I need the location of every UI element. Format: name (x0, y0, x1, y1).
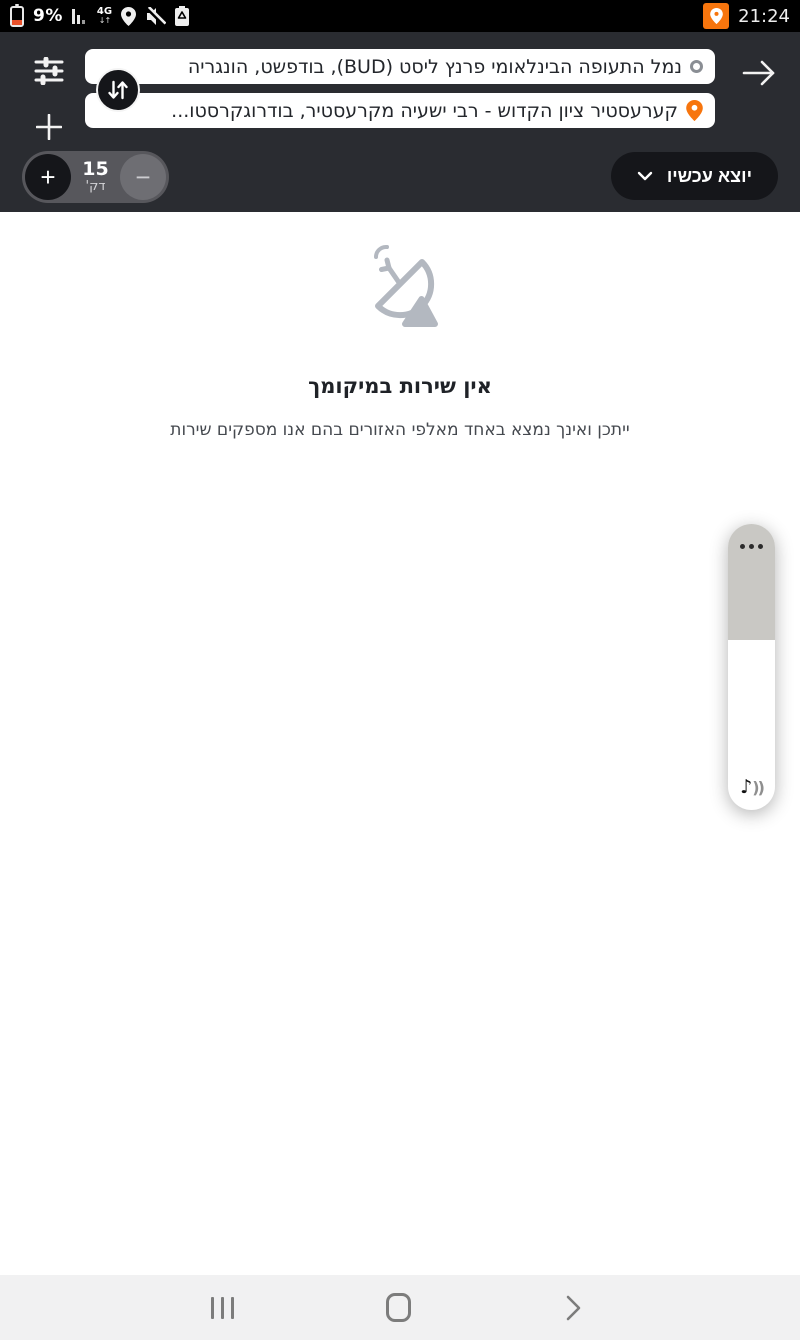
delay-value: 15 דק' (82, 158, 109, 195)
origin-value: נמל התעופה הבינלאומי פרנץ ליסט (BUD), בודפשט, הונגריה (187, 55, 682, 78)
leave-now-label: יוצא עכשיו (666, 165, 752, 186)
status-left-cluster (10, 6, 189, 27)
home-button[interactable] (368, 1275, 428, 1340)
battery-saver-icon (175, 6, 189, 26)
add-stop-icon (36, 114, 62, 140)
status-right-cluster (703, 3, 790, 29)
battery-icon (10, 6, 24, 27)
chevron-down-icon (637, 171, 653, 181)
volume-more-options-icon[interactable] (728, 544, 775, 549)
navigation-bar (0, 1275, 800, 1340)
clock: 21:24 (738, 5, 790, 27)
add-stop-button[interactable] (32, 110, 66, 144)
origin-dot-icon (690, 60, 703, 73)
increase-minutes-button[interactable]: + (25, 154, 71, 200)
battery-percent: 9% (33, 6, 63, 26)
header-second-row (0, 150, 800, 204)
header-left-buttons (32, 54, 66, 144)
leave-now-button[interactable] (611, 152, 778, 200)
destination-pin-icon (686, 100, 703, 121)
empty-state-title: אין שירות במיקומך (308, 374, 492, 398)
volume-level-fill (728, 524, 775, 640)
satellite-dish-icon (0, 240, 800, 340)
location-active-icon (121, 7, 136, 26)
forward-arrow-icon (740, 58, 778, 88)
network-type-icon: 4G ↓↑ (96, 6, 113, 25)
ride-search-header (0, 32, 800, 212)
back-button[interactable] (543, 1275, 603, 1340)
home-icon (386, 1293, 411, 1322)
recents-button[interactable] (192, 1275, 252, 1340)
swap-locations-button[interactable] (96, 68, 140, 112)
no-service-message (0, 212, 800, 440)
media-volume-icon: ♪)) (740, 776, 763, 798)
status-bar (0, 0, 800, 32)
volume-slider[interactable] (728, 524, 775, 810)
swap-arrows-icon (107, 80, 129, 100)
signal-strength-icon (72, 7, 88, 25)
continue-button[interactable] (740, 58, 778, 91)
tune-filters-button[interactable] (32, 54, 66, 88)
empty-state-subtitle: ייתכן ואינך נמצא באחד מאלפי האזורים בהם אנו מספקים שירות (170, 420, 630, 440)
destination-value: קערעסטיר ציון הקדוש - רבי ישעיה מקרעסטיר, בודרוגקרסטו... (171, 99, 678, 122)
recents-icon (211, 1297, 234, 1319)
app-notification-icon (703, 3, 729, 29)
decrease-minutes-button[interactable]: − (120, 154, 166, 200)
back-icon (566, 1295, 581, 1321)
origin-field[interactable] (85, 49, 715, 84)
tune-icon (34, 57, 64, 85)
mute-icon (145, 7, 166, 26)
departure-delay-stepper (22, 151, 169, 203)
destination-field[interactable] (85, 93, 715, 128)
